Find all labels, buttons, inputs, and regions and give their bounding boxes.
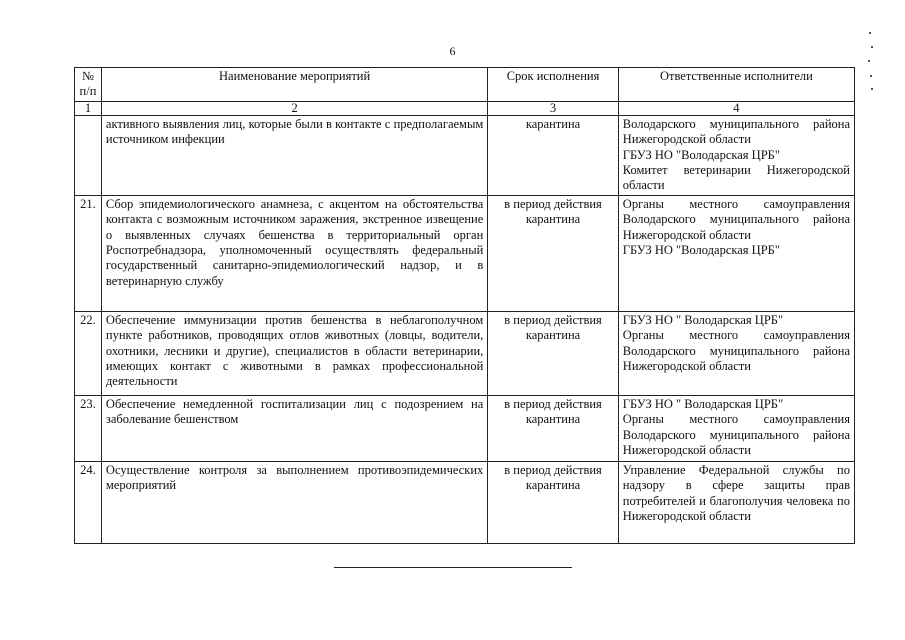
end-rule [334, 567, 572, 568]
header-term: Срок исполнения [488, 68, 619, 102]
measure-responsible [618, 461, 854, 543]
header-name: Наименование мероприятий [101, 68, 487, 102]
measure-name: активного выявления лиц, которые были в контакте с предполагаемым источником инфекции [101, 115, 487, 195]
row-number: 22. [75, 311, 102, 395]
column-number-1: 1 [75, 101, 102, 115]
table-row [75, 115, 855, 195]
responsible-line: ГБУЗ НО " Володарская ЦРБ" [622, 396, 784, 411]
measure-term: карантина [488, 115, 619, 195]
measure-term: в период действия карантина [488, 395, 619, 461]
header-responsible: Ответственные исполнители [618, 68, 854, 102]
measure-name: Осуществление контроля за выполнением противоэпидемических мероприятий [101, 461, 487, 543]
column-numbers-row [75, 101, 855, 115]
row-number: 24. [75, 461, 102, 543]
column-number-3: 3 [488, 101, 619, 115]
measures-table [74, 67, 855, 544]
table-header-row [75, 68, 855, 102]
column-number-2: 2 [101, 101, 487, 115]
measure-responsible [618, 395, 854, 461]
header-number: № п/п [75, 68, 102, 102]
measure-term: в период действия карантина [488, 195, 619, 311]
row-number: 23. [75, 395, 102, 461]
measure-name: Обеспечение иммунизации против бешенства в неблагополучном пункте работников, проводящих отлов животных (ловцы, водители, охотники, лесники и другие), специалистов в области ветеринарии, имеющих контакт с животными в рамках профессиональной деятельности [101, 311, 487, 395]
scan-artifact [867, 30, 873, 90]
table-row [75, 311, 855, 395]
responsible-line: Управление Федеральной службы по надзору в сфере защиты прав потребителей и благополучия человека по Нижегородской области [622, 462, 850, 524]
measure-responsible [618, 195, 854, 311]
responsible-line: Володарского муниципального района Нижегородской области [622, 116, 850, 147]
measure-term: в период действия карантина [488, 461, 619, 543]
row-number: 21. [75, 195, 102, 311]
column-number-4: 4 [618, 101, 854, 115]
table-row [75, 195, 855, 311]
measure-responsible [618, 311, 854, 395]
page-number: 6 [449, 44, 456, 58]
measure-name: Сбор эпидемиологического анамнеза, с акцентом на обстоятельства контакта с возможным источником заражения, экстренное извещение о выявленных случаях бешенства в территориальный орган Роспотребнадзора, уполномоченный осуществлять федеральный государственный санитарно-эпидемиологический надзор, и в ветеринарную службу [101, 195, 487, 311]
responsible-line: ГБУЗ НО "Володарская ЦРБ" [622, 147, 780, 162]
measure-term: в период действия карантина [488, 311, 619, 395]
responsible-line: Органы местного самоуправления Володарского муниципального района Нижегородской области [622, 412, 850, 458]
table-row [75, 395, 855, 461]
responsible-line: Органы местного самоуправления Володарского муниципального района Нижегородской области [622, 328, 850, 374]
table-row [75, 461, 855, 543]
measure-responsible [618, 115, 854, 195]
responsible-line: ГБУЗ НО "Володарская ЦРБ" [622, 243, 780, 258]
responsible-line: ГБУЗ НО " Володарская ЦРБ" [622, 312, 784, 327]
measure-name: Обеспечение немедленной госпитализации лиц с подозрением на заболевание бешенством [101, 395, 487, 461]
row-number [75, 115, 102, 195]
responsible-line: Органы местного самоуправления Володарского муниципального района Нижегородской области [622, 196, 850, 242]
responsible-line: Комитет ветеринарии Нижегородской области [622, 163, 850, 193]
